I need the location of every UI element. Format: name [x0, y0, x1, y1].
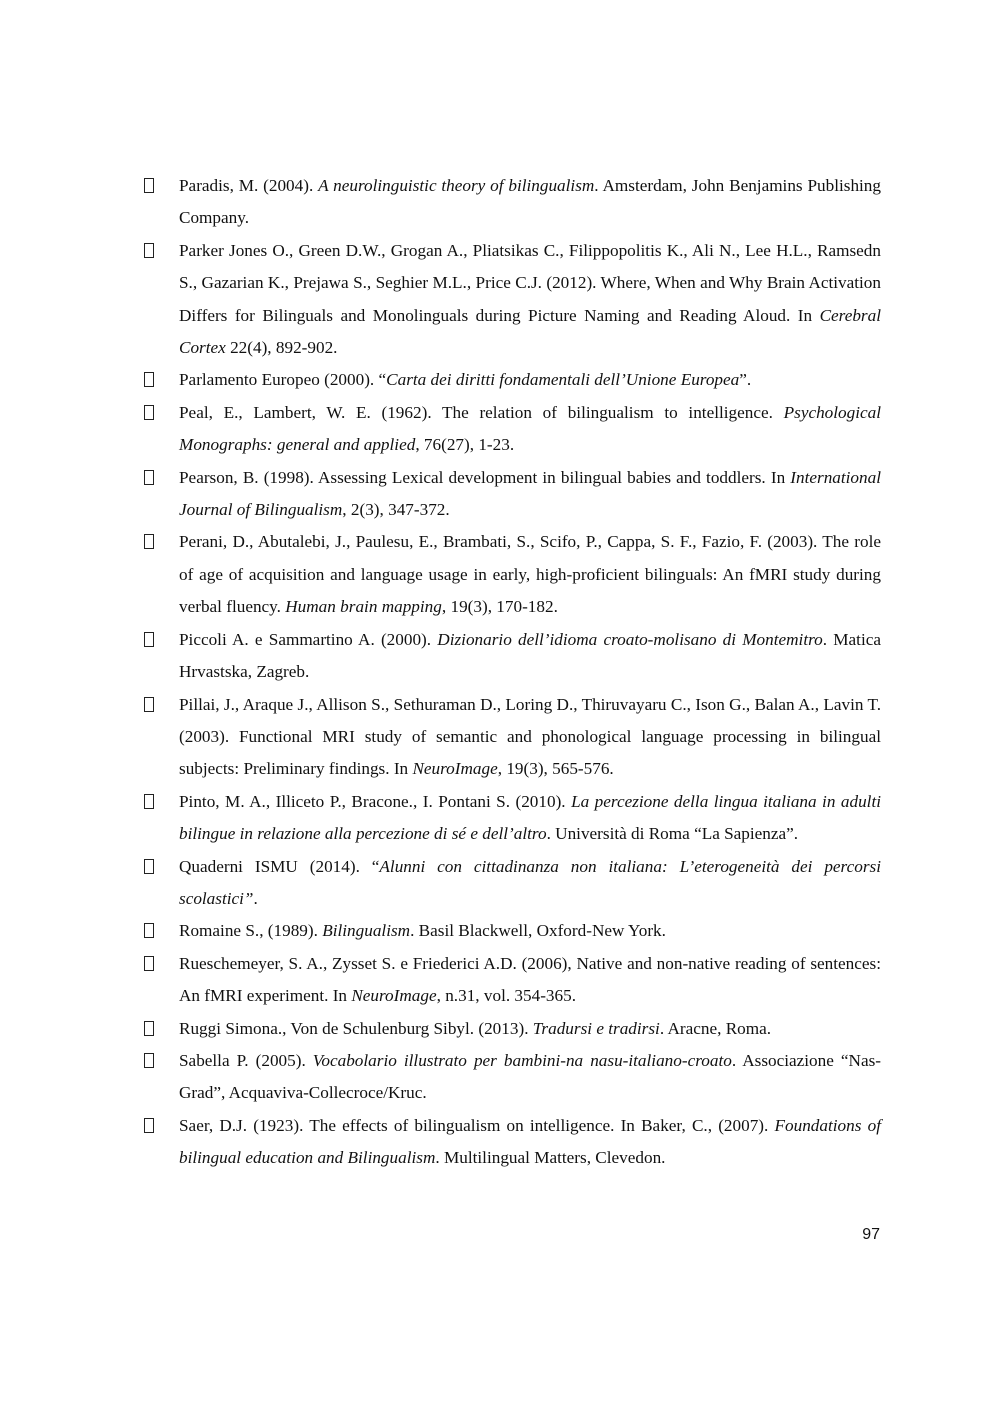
reference-item: [144, 235, 881, 365]
bullet-icon: [144, 794, 154, 809]
reference-title: A neurolinguistic theory of bilingualism: [318, 176, 595, 195]
reference-text: . Matica Hrvastska, Zagreb.: [179, 629, 881, 682]
bullet-icon: [144, 534, 154, 549]
bullet-icon: [144, 243, 154, 258]
reference-text: Ruggi Simona., Von de Schulenburg Sibyl. (2013).: [179, 1018, 533, 1038]
reference-text: . Basil Blackwell, Oxford-New York.: [410, 921, 666, 941]
reference-text: Pinto, M. A., Illiceto P., Bracone., I. Pontani S. (2010).: [179, 791, 572, 811]
reference-title: Dizionario dell’idioma croato-molisano di Montemitro: [437, 629, 823, 649]
reference-item: [144, 397, 881, 462]
bullet-icon: [144, 372, 154, 387]
reference-item: [144, 948, 881, 1013]
reference-title: NeuroImage: [351, 986, 437, 1006]
reference-item: [144, 786, 881, 851]
bullet-icon: [144, 923, 154, 938]
reference-text: . Università di Roma “La Sapienza”.: [546, 824, 799, 844]
reference-title: Bilingualism: [322, 921, 411, 941]
reference-text: Piccoli A. e Sammartino A. (2000).: [179, 629, 438, 649]
bullet-icon: [144, 178, 154, 193]
reference-text: . Amsterdam, John Benjamins Publishing Company.: [179, 176, 881, 228]
reference-text: , 2(3), 347-372.: [342, 500, 450, 520]
reference-text: Quaderni ISMU (2014). “: [179, 856, 380, 876]
reference-text: , 76(27), 1-23.: [415, 435, 515, 455]
reference-title: Foundations of bilingual education and Bilingualism: [179, 1115, 881, 1168]
reference-item: [144, 1013, 881, 1045]
reference-item: [144, 624, 881, 689]
reference-text: ”.: [739, 370, 752, 390]
reference-title: La percezione della lingua italiana in adulti bilingue in relazione alla percezione di sé e dell’altro: [179, 791, 881, 844]
reference-text: Parlamento Europeo (2000). “: [179, 370, 387, 390]
reference-item: [144, 689, 881, 786]
reference-text: 22(4), 892-902.: [225, 338, 338, 358]
reference-text: . Multilingual Matters, Clevedon.: [435, 1148, 666, 1168]
bullet-icon: [144, 632, 154, 647]
reference-text: Rueschemeyer, S. A., Zysset S. e Friederici A.D. (2006), Native and non-native reading of sentences: An fMRI experiment. In: [179, 953, 881, 1006]
bullet-icon: [144, 1053, 154, 1068]
reference-text: Peal, E., Lambert, W. E. (1962). The relation of bilingualism to intelligence.: [179, 402, 784, 422]
bullet-icon: [144, 470, 154, 485]
reference-text: Perani, D., Abutalebi, J., Paulesu, E., Brambati, S., Scifo, P., Cappa, S. F., Fazio, F. (2003). The role of age of acquisition and language usage in early, high‑proficient bilinguals: An fMRI study during verbal fluency.: [179, 532, 881, 617]
bullet-icon: [144, 956, 154, 971]
reference-item: [144, 364, 881, 396]
reference-item: [144, 462, 881, 527]
reference-text: . Associazione “Nas-Grad”, Acquaviva-Collecroce/Kruc.: [179, 1050, 881, 1103]
reference-text: Pillai, J., Araque J., Allison S., Sethuraman D., Loring D., Thiruvayaru C., Ison G., Balan A., Lavin T. (2003). Functional MRI study of semantic and phonological language processing in bilingual subjects: Preliminary findings. In: [179, 694, 881, 779]
reference-text: Paradis, M. (2004).: [179, 176, 319, 195]
bullet-icon: [144, 405, 154, 420]
reference-title: Tradursi e tradirsi: [532, 1018, 660, 1038]
reference-text: Parker Jones O., Green D.W., Grogan A., Pliatsikas C., Filippopolitis K., Ali N., Lee H.L., Ramsedn S., Gazarian K., Prejawa S., Seghier M.L., Price C.J. (2012). Where, When and Why Brain Activation Differs for Bilinguals and Monolinguals during Picture Naming and Reading Aloud. In: [179, 240, 881, 325]
reference-item: [144, 170, 881, 235]
reference-item: [144, 851, 881, 916]
bullet-icon: [144, 1021, 154, 1036]
reference-text: Sabella P. (2005).: [179, 1050, 313, 1070]
reference-text: .: [253, 888, 258, 908]
reference-text: Pearson, B. (1998). Assessing Lexical development in bilingual babies and toddlers. In: [179, 467, 791, 487]
reference-item: [144, 915, 881, 947]
reference-title: Human brain mapping: [285, 597, 442, 617]
reference-text: Romaine S., (1989).: [179, 921, 323, 941]
reference-item: [144, 526, 881, 623]
reference-title: Carta dei diritti fondamentali dell’Unione Europea: [386, 370, 740, 390]
reference-title: Vocabolario illustrato per bambini-na nasu-italiano-croato: [312, 1050, 732, 1070]
reference-list: [144, 170, 881, 1175]
bullet-icon: [144, 1118, 154, 1133]
reference-text: , 19(3), 170-182.: [441, 597, 558, 617]
reference-title: Cerebral Cortex: [179, 305, 881, 358]
reference-title: Psychological Monographs: general and applied: [179, 402, 881, 455]
reference-item: [144, 1045, 881, 1110]
reference-title: International Journal of Bilingualism: [179, 467, 881, 520]
reference-title: Alunni con cittadinanza non italiana: L’eterogeneità dei percorsi scolastici”: [179, 856, 881, 908]
reference-text: Saer, D.J. (1923). The effects of bilingualism on intelligence. In Baker, C., (2007).: [179, 1115, 775, 1135]
bullet-icon: [144, 859, 154, 874]
reference-item: [144, 1110, 881, 1175]
reference-text: , 19(3), 565-576.: [497, 759, 614, 779]
reference-text: . Aracne, Roma.: [659, 1018, 772, 1038]
page-number: 97: [862, 1226, 880, 1243]
bullet-icon: [144, 697, 154, 712]
reference-title: NeuroImage: [412, 759, 498, 779]
reference-text: , n.31, vol. 354-365.: [436, 986, 577, 1006]
